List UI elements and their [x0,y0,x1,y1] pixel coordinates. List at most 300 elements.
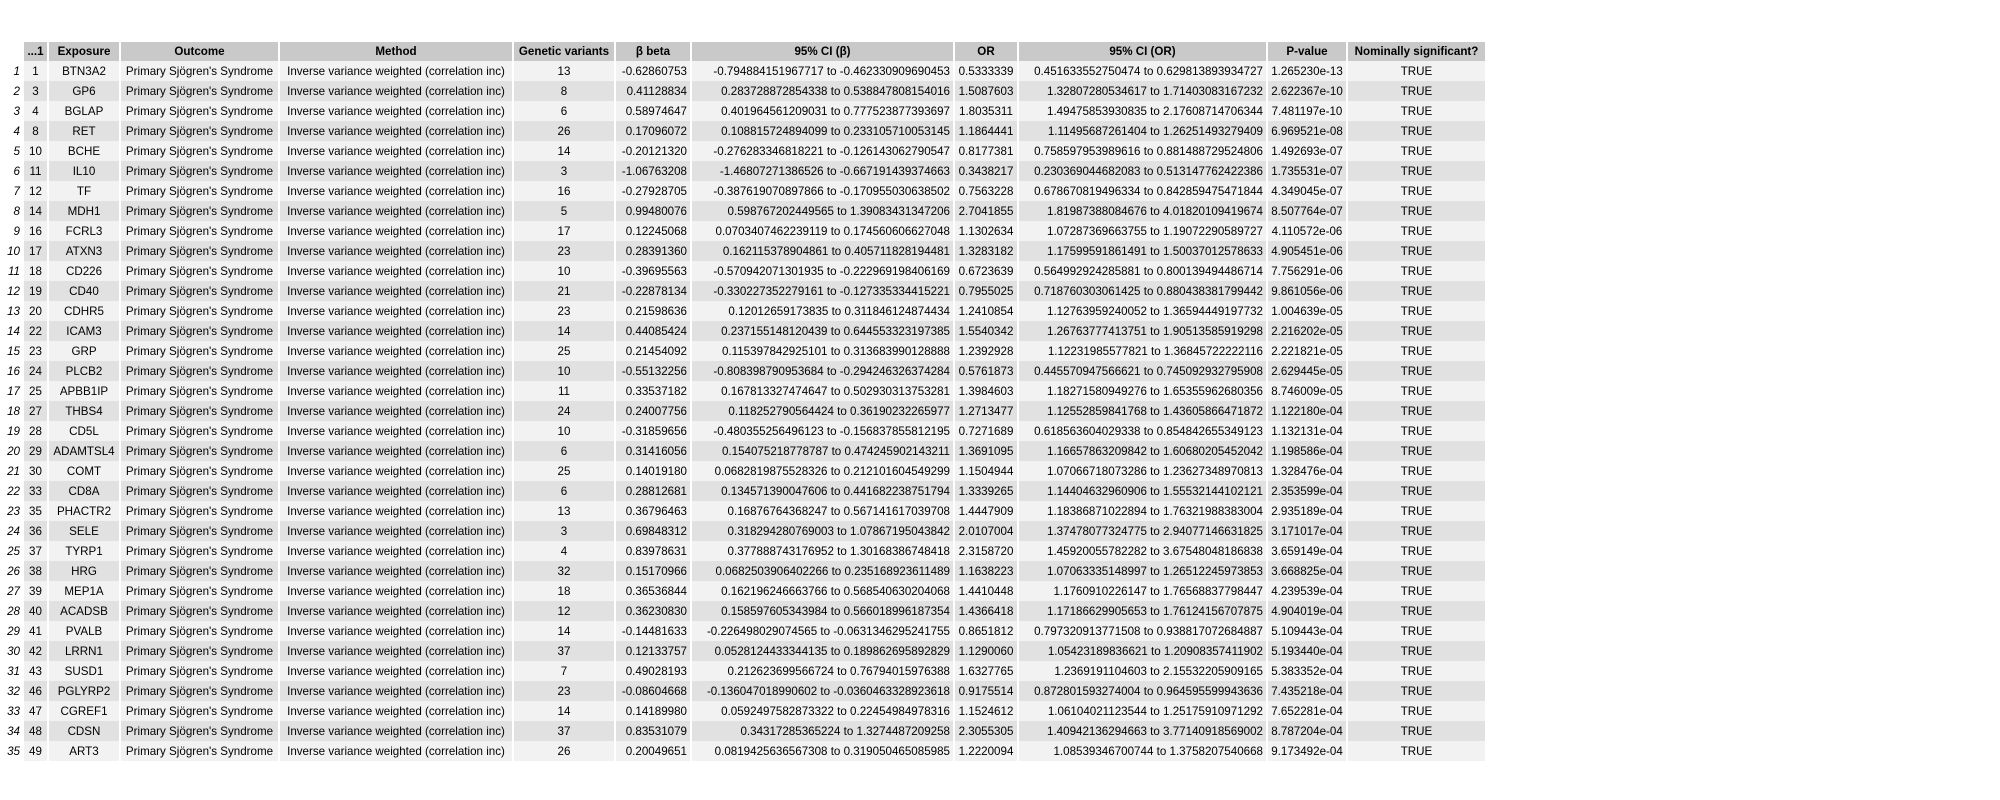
p-value-cell: 9.173492e-04 [1268,741,1346,761]
ci-or-cell: 1.07063335148997 to 1.26512245973853 [1019,561,1266,581]
or-cell: 1.2392928 [955,341,1017,361]
or-cell: 1.1524612 [955,701,1017,721]
column-header-ci-or: 95% CI (OR) [1019,42,1266,61]
index-cell: 37 [24,541,47,561]
index-cell: 27 [24,401,47,421]
p-value-cell: 8.787204e-04 [1268,721,1346,741]
exposure-cell: CDSN [49,721,119,741]
column-header-p-value: P-value [1268,42,1346,61]
beta-cell: 0.83978631 [616,541,690,561]
significant-cell: TRUE [1348,401,1485,421]
ci-or-cell: 0.678670819496334 to 0.842859475471844 [1019,181,1266,201]
table-row [2,301,1485,321]
outcome-cell: Primary Sjögren's Syndrome [121,601,278,621]
ci-beta-cell: 0.12012659173835 to 0.311846124874434 [692,301,953,321]
exposure-cell: COMT [49,461,119,481]
method-cell: Inverse variance weighted (correlation inc) [280,661,512,681]
ci-or-cell: 1.08539346700744 to 1.3758207540668 [1019,741,1266,761]
exposure-cell: CD226 [49,261,119,281]
or-cell: 0.8177381 [955,141,1017,161]
table-row [2,161,1485,181]
exposure-cell: IL10 [49,161,119,181]
method-cell: Inverse variance weighted (correlation inc) [280,401,512,421]
row-number: 15 [2,341,22,361]
significant-cell: TRUE [1348,241,1485,261]
row-number: 26 [2,561,22,581]
table-row [2,261,1485,281]
or-cell: 1.4447909 [955,501,1017,521]
significant-cell: TRUE [1348,481,1485,501]
row-number: 14 [2,321,22,341]
p-value-cell: 4.905451e-06 [1268,241,1346,261]
index-cell: 4 [24,101,47,121]
genetic-variants-cell: 5 [514,201,614,221]
method-cell: Inverse variance weighted (correlation inc) [280,141,512,161]
index-cell: 19 [24,281,47,301]
beta-cell: 0.15170966 [616,561,690,581]
genetic-variants-cell: 6 [514,481,614,501]
genetic-variants-cell: 10 [514,421,614,441]
p-value-cell: 5.383352e-04 [1268,661,1346,681]
outcome-cell: Primary Sjögren's Syndrome [121,721,278,741]
or-cell: 1.8035311 [955,101,1017,121]
or-cell: 2.3055305 [955,721,1017,741]
ci-or-cell: 1.45920055782282 to 3.67548048186838 [1019,541,1266,561]
method-cell: Inverse variance weighted (correlation inc) [280,281,512,301]
outcome-cell: Primary Sjögren's Syndrome [121,81,278,101]
table-row [2,361,1485,381]
method-cell: Inverse variance weighted (correlation inc) [280,721,512,741]
ci-beta-cell: 0.115397842925101 to 0.313683990128888 [692,341,953,361]
ci-or-cell: 1.14404632960906 to 1.55532144102121 [1019,481,1266,501]
outcome-cell: Primary Sjögren's Syndrome [121,121,278,141]
genetic-variants-cell: 32 [514,561,614,581]
outcome-cell: Primary Sjögren's Syndrome [121,681,278,701]
p-value-cell: 7.652281e-04 [1268,701,1346,721]
beta-cell: 0.21454092 [616,341,690,361]
significant-cell: TRUE [1348,221,1485,241]
table-row [2,521,1485,541]
genetic-variants-cell: 6 [514,441,614,461]
or-cell: 1.1290060 [955,641,1017,661]
genetic-variants-cell: 13 [514,61,614,81]
index-cell: 23 [24,341,47,361]
ci-beta-cell: -1.46807271386526 to -0.667191439374663 [692,161,953,181]
row-number: 12 [2,281,22,301]
row-number: 31 [2,661,22,681]
table-row [2,281,1485,301]
ci-or-cell: 1.26763777413751 to 1.90513585919298 [1019,321,1266,341]
table-row [2,121,1485,141]
or-cell: 0.7955025 [955,281,1017,301]
method-cell: Inverse variance weighted (correlation inc) [280,521,512,541]
or-cell: 1.1864441 [955,121,1017,141]
table-row [2,701,1485,721]
table-row [2,421,1485,441]
p-value-cell: 6.969521e-08 [1268,121,1346,141]
row-number: 34 [2,721,22,741]
genetic-variants-cell: 25 [514,461,614,481]
outcome-cell: Primary Sjögren's Syndrome [121,661,278,681]
significant-cell: TRUE [1348,681,1485,701]
method-cell: Inverse variance weighted (correlation inc) [280,681,512,701]
ci-or-cell: 1.2369191104603 to 2.15532205909165 [1019,661,1266,681]
beta-cell: 0.99480076 [616,201,690,221]
table-row [2,561,1485,581]
significant-cell: TRUE [1348,161,1485,181]
genetic-variants-cell: 16 [514,181,614,201]
method-cell: Inverse variance weighted (correlation inc) [280,241,512,261]
p-value-cell: 3.659149e-04 [1268,541,1346,561]
index-cell: 29 [24,441,47,461]
index-cell: 47 [24,701,47,721]
outcome-cell: Primary Sjögren's Syndrome [121,581,278,601]
genetic-variants-cell: 23 [514,301,614,321]
genetic-variants-cell: 10 [514,361,614,381]
exposure-cell: PVALB [49,621,119,641]
row-number: 7 [2,181,22,201]
p-value-cell: 1.198586e-04 [1268,441,1346,461]
genetic-variants-cell: 7 [514,661,614,681]
index-cell: 22 [24,321,47,341]
or-cell: 1.3339265 [955,481,1017,501]
table-row [2,241,1485,261]
beta-cell: -0.39695563 [616,261,690,281]
genetic-variants-cell: 37 [514,721,614,741]
or-cell: 0.5333339 [955,61,1017,81]
ci-or-cell: 0.445570947566621 to 0.745092932795908 [1019,361,1266,381]
ci-beta-cell: 0.108815724894099 to 0.233105710053145 [692,121,953,141]
beta-cell: 0.17096072 [616,121,690,141]
genetic-variants-cell: 3 [514,521,614,541]
p-value-cell: 3.668825e-04 [1268,561,1346,581]
p-value-cell: 8.507764e-07 [1268,201,1346,221]
ci-or-cell: 1.81987388084676 to 4.01820109419674 [1019,201,1266,221]
ci-beta-cell: 0.154075218778787 to 0.474245902143211 [692,441,953,461]
beta-cell: 0.20049651 [616,741,690,761]
outcome-cell: Primary Sjögren's Syndrome [121,481,278,501]
exposure-cell: CDHR5 [49,301,119,321]
table-row [2,581,1485,601]
significant-cell: TRUE [1348,641,1485,661]
genetic-variants-cell: 10 [514,261,614,281]
beta-cell: 0.12245068 [616,221,690,241]
index-cell: 18 [24,261,47,281]
ci-or-cell: 1.17186629905653 to 1.76124156707875 [1019,601,1266,621]
outcome-cell: Primary Sjögren's Syndrome [121,281,278,301]
ci-or-cell: 0.618563604029338 to 0.854842655349123 [1019,421,1266,441]
method-cell: Inverse variance weighted (correlation inc) [280,61,512,81]
index-cell: 36 [24,521,47,541]
significant-cell: TRUE [1348,561,1485,581]
table-row [2,101,1485,121]
table-row [2,381,1485,401]
p-value-cell: 2.935189e-04 [1268,501,1346,521]
index-cell: 20 [24,301,47,321]
or-cell: 1.1504944 [955,461,1017,481]
or-cell: 0.9175514 [955,681,1017,701]
genetic-variants-cell: 24 [514,401,614,421]
ci-or-cell: 1.18271580949276 to 1.65355962680356 [1019,381,1266,401]
genetic-variants-cell: 26 [514,121,614,141]
p-value-cell: 4.110572e-06 [1268,221,1346,241]
column-header-exposure: Exposure [49,42,119,61]
genetic-variants-cell: 8 [514,81,614,101]
row-number: 20 [2,441,22,461]
table-row [2,681,1485,701]
exposure-cell: BGLAP [49,101,119,121]
or-cell: 0.7563228 [955,181,1017,201]
ci-or-cell: 1.12552859841768 to 1.43605866471872 [1019,401,1266,421]
beta-cell: -0.55132256 [616,361,690,381]
significant-cell: TRUE [1348,621,1485,641]
ci-beta-cell: 0.212623699566724 to 0.76794015976388 [692,661,953,681]
table-row [2,341,1485,361]
exposure-cell: LRRN1 [49,641,119,661]
index-cell: 28 [24,421,47,441]
p-value-cell: 2.221821e-05 [1268,341,1346,361]
significant-cell: TRUE [1348,661,1485,681]
significant-cell: TRUE [1348,521,1485,541]
row-number: 23 [2,501,22,521]
ci-or-cell: 1.40942136294663 to 3.77140918569002 [1019,721,1266,741]
significant-cell: TRUE [1348,121,1485,141]
significant-cell: TRUE [1348,181,1485,201]
table-row [2,541,1485,561]
ci-or-cell: 1.17599591861491 to 1.50037012578633 [1019,241,1266,261]
index-cell: 17 [24,241,47,261]
beta-cell: 0.36796463 [616,501,690,521]
row-number: 3 [2,101,22,121]
exposure-cell: BTN3A2 [49,61,119,81]
row-number: 25 [2,541,22,561]
or-cell: 0.8651812 [955,621,1017,641]
beta-cell: 0.21598636 [616,301,690,321]
ci-beta-cell: 0.401964561209031 to 0.777523877393697 [692,101,953,121]
or-cell: 1.2410854 [955,301,1017,321]
ci-beta-cell: 0.377888743176952 to 1.30168386748418 [692,541,953,561]
row-number: 32 [2,681,22,701]
index-cell: 43 [24,661,47,681]
ci-beta-cell: 0.162196246663766 to 0.568540630204068 [692,581,953,601]
row-number: 19 [2,421,22,441]
index-cell: 49 [24,741,47,761]
row-number: 9 [2,221,22,241]
significant-cell: TRUE [1348,201,1485,221]
ci-or-cell: 0.564992924285881 to 0.800139494486714 [1019,261,1266,281]
significant-cell: TRUE [1348,261,1485,281]
table-row [2,201,1485,221]
ci-or-cell: 1.12763959240052 to 1.36594449197732 [1019,301,1266,321]
rowname-header [2,42,22,61]
or-cell: 1.6327765 [955,661,1017,681]
method-cell: Inverse variance weighted (correlation inc) [280,481,512,501]
ci-or-cell: 0.230369044682083 to 0.513147762422386 [1019,161,1266,181]
exposure-cell: CD5L [49,421,119,441]
significant-cell: TRUE [1348,741,1485,761]
genetic-variants-cell: 14 [514,621,614,641]
p-value-cell: 5.109443e-04 [1268,621,1346,641]
or-cell: 0.7271689 [955,421,1017,441]
ci-beta-cell: 0.34317285365224 to 1.3274487209258 [692,721,953,741]
row-number: 21 [2,461,22,481]
genetic-variants-cell: 18 [514,581,614,601]
ci-beta-cell: -0.387619070897866 to -0.170955030638502 [692,181,953,201]
method-cell: Inverse variance weighted (correlation inc) [280,321,512,341]
table-row [2,661,1485,681]
beta-cell: 0.69848312 [616,521,690,541]
ci-or-cell: 1.12231985577821 to 1.36845722222116 [1019,341,1266,361]
outcome-cell: Primary Sjögren's Syndrome [121,161,278,181]
or-cell: 1.4410448 [955,581,1017,601]
p-value-cell: 1.735531e-07 [1268,161,1346,181]
exposure-cell: SUSD1 [49,661,119,681]
significant-cell: TRUE [1348,441,1485,461]
ci-or-cell: 1.07066718073286 to 1.23627348970813 [1019,461,1266,481]
ci-beta-cell: -0.480355256496123 to -0.156837855812195 [692,421,953,441]
significant-cell: TRUE [1348,361,1485,381]
outcome-cell: Primary Sjögren's Syndrome [121,501,278,521]
ci-or-cell: 0.451633552750474 to 0.629813893934727 [1019,61,1266,81]
genetic-variants-cell: 37 [514,641,614,661]
ci-or-cell: 1.49475853930835 to 2.17608714706344 [1019,101,1266,121]
or-cell: 1.3283182 [955,241,1017,261]
or-cell: 0.5761873 [955,361,1017,381]
ci-beta-cell: 0.318294280769003 to 1.07867195043842 [692,521,953,541]
row-number: 29 [2,621,22,641]
index-cell: 1 [24,61,47,81]
ci-beta-cell: 0.0528124433344135 to 0.189862695892829 [692,641,953,661]
table-row [2,81,1485,101]
ci-or-cell: 1.11495687261404 to 1.26251493279409 [1019,121,1266,141]
beta-cell: -0.31859656 [616,421,690,441]
method-cell: Inverse variance weighted (correlation inc) [280,421,512,441]
or-cell: 0.3438217 [955,161,1017,181]
exposure-cell: GRP [49,341,119,361]
index-cell: 16 [24,221,47,241]
p-value-cell: 7.481197e-10 [1268,101,1346,121]
outcome-cell: Primary Sjögren's Syndrome [121,221,278,241]
row-number: 30 [2,641,22,661]
genetic-variants-cell: 23 [514,241,614,261]
beta-cell: 0.83531079 [616,721,690,741]
beta-cell: -0.22878134 [616,281,690,301]
p-value-cell: 7.756291e-06 [1268,261,1346,281]
row-number: 4 [2,121,22,141]
index-cell: 33 [24,481,47,501]
ci-beta-cell: 0.0592497582873322 to 0.22454984978316 [692,701,953,721]
method-cell: Inverse variance weighted (correlation inc) [280,541,512,561]
or-cell: 1.3691095 [955,441,1017,461]
table-row [2,181,1485,201]
table-row [2,601,1485,621]
ci-or-cell: 1.07287369663755 to 1.19072290589727 [1019,221,1266,241]
significant-cell: TRUE [1348,381,1485,401]
ci-beta-cell: 0.283728872854338 to 0.538847808154016 [692,81,953,101]
exposure-cell: PHACTR2 [49,501,119,521]
method-cell: Inverse variance weighted (correlation inc) [280,201,512,221]
method-cell: Inverse variance weighted (correlation inc) [280,361,512,381]
exposure-cell: ADAMTSL4 [49,441,119,461]
significant-cell: TRUE [1348,721,1485,741]
index-cell: 24 [24,361,47,381]
index-cell: 38 [24,561,47,581]
outcome-cell: Primary Sjögren's Syndrome [121,361,278,381]
row-number: 11 [2,261,22,281]
genetic-variants-cell: 4 [514,541,614,561]
genetic-variants-cell: 14 [514,141,614,161]
method-cell: Inverse variance weighted (correlation inc) [280,341,512,361]
table-row [2,721,1485,741]
outcome-cell: Primary Sjögren's Syndrome [121,141,278,161]
genetic-variants-cell: 11 [514,381,614,401]
table-row [2,641,1485,661]
p-value-cell: 1.265230e-13 [1268,61,1346,81]
p-value-cell: 3.171017e-04 [1268,521,1346,541]
significant-cell: TRUE [1348,61,1485,81]
beta-cell: 0.28391360 [616,241,690,261]
row-number: 33 [2,701,22,721]
beta-cell: 0.14019180 [616,461,690,481]
outcome-cell: Primary Sjögren's Syndrome [121,401,278,421]
exposure-cell: PLCB2 [49,361,119,381]
ci-beta-cell: -0.276283346818221 to -0.126143062790547 [692,141,953,161]
outcome-cell: Primary Sjögren's Syndrome [121,341,278,361]
exposure-cell: ACADSB [49,601,119,621]
method-cell: Inverse variance weighted (correlation inc) [280,501,512,521]
or-cell: 1.5087603 [955,81,1017,101]
outcome-cell: Primary Sjögren's Syndrome [121,741,278,761]
exposure-cell: MEP1A [49,581,119,601]
exposure-cell: TYRP1 [49,541,119,561]
row-number: 13 [2,301,22,321]
significant-cell: TRUE [1348,581,1485,601]
method-cell: Inverse variance weighted (correlation inc) [280,461,512,481]
table-row [2,61,1485,81]
outcome-cell: Primary Sjögren's Syndrome [121,561,278,581]
column-header-method: Method [280,42,512,61]
index-cell: 10 [24,141,47,161]
outcome-cell: Primary Sjögren's Syndrome [121,441,278,461]
beta-cell: 0.31416056 [616,441,690,461]
exposure-cell: RET [49,121,119,141]
p-value-cell: 1.492693e-07 [1268,141,1346,161]
significant-cell: TRUE [1348,141,1485,161]
row-number: 2 [2,81,22,101]
ci-or-cell: 1.1760910226147 to 1.76568837798447 [1019,581,1266,601]
index-cell: 39 [24,581,47,601]
column-header-significant: Nominally significant? [1348,42,1485,61]
outcome-cell: Primary Sjögren's Syndrome [121,181,278,201]
index-cell: 14 [24,201,47,221]
beta-cell: 0.14189980 [616,701,690,721]
results-table [0,42,1487,761]
outcome-cell: Primary Sjögren's Syndrome [121,421,278,441]
beta-cell: 0.12133757 [616,641,690,661]
significant-cell: TRUE [1348,321,1485,341]
method-cell: Inverse variance weighted (correlation inc) [280,261,512,281]
or-cell: 1.1638223 [955,561,1017,581]
p-value-cell: 1.132131e-04 [1268,421,1346,441]
significant-cell: TRUE [1348,541,1485,561]
row-number: 16 [2,361,22,381]
genetic-variants-cell: 12 [514,601,614,621]
outcome-cell: Primary Sjögren's Syndrome [121,101,278,121]
exposure-cell: ATXN3 [49,241,119,261]
or-cell: 2.0107004 [955,521,1017,541]
exposure-cell: THBS4 [49,401,119,421]
ci-or-cell: 0.758597953989616 to 0.881488729524806 [1019,141,1266,161]
